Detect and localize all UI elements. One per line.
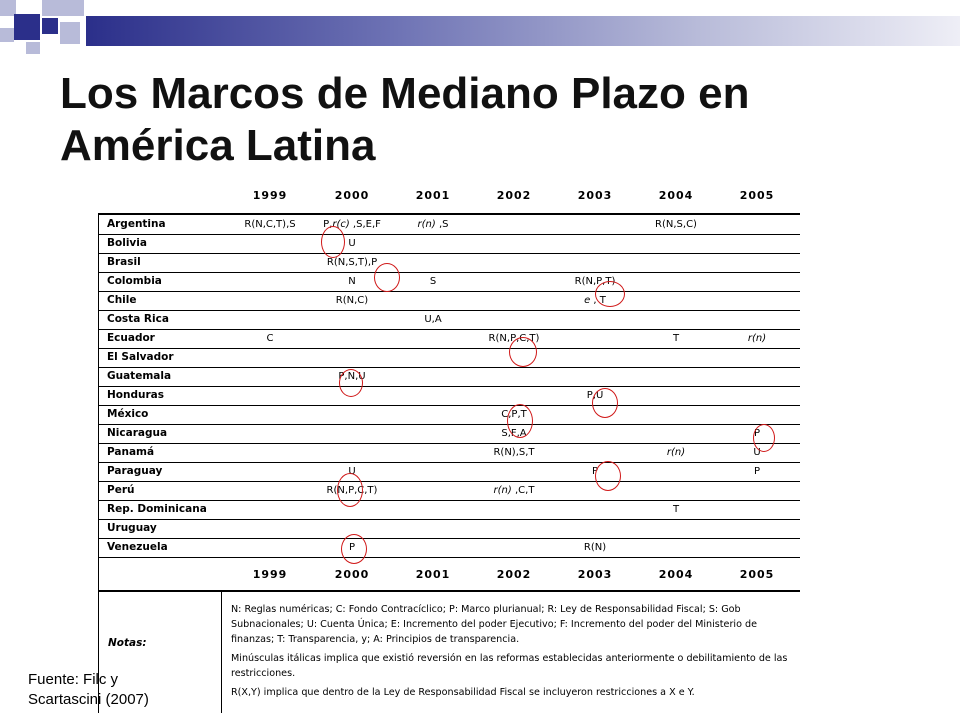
country-name: Paraguay (107, 465, 163, 477)
table-left-border (98, 213, 99, 591)
country-name: México (107, 408, 149, 420)
reform-cell: e , T (584, 295, 606, 306)
reform-cell: r(n) (666, 447, 686, 458)
bottom-year-2002: 2002 (496, 568, 532, 581)
country-name: Panamá (107, 446, 155, 458)
reform-cell: r(n) ,S (417, 219, 449, 230)
source-line-2: Scartascini (2007) (28, 691, 149, 708)
country-name: Perú (107, 484, 135, 496)
reform-cell: S,F,A (501, 428, 527, 439)
reform-cell: R(N),S,T (493, 447, 535, 458)
table-row (98, 482, 800, 501)
table-row (98, 216, 800, 235)
table-row (98, 349, 800, 368)
reform-cell: U (753, 447, 761, 458)
reform-cell: C (266, 333, 274, 344)
highlight-circle (374, 263, 400, 292)
country-name: Nicaragua (107, 427, 168, 439)
top-year-2003: 2003 (577, 189, 613, 202)
bottom-year-1999: 1999 (252, 568, 288, 581)
country-name: Colombia (107, 275, 162, 287)
reform-cell: R(N,C) (335, 295, 369, 306)
reform-cell: U (348, 466, 356, 477)
bottom-year-2001: 2001 (415, 568, 451, 581)
reform-cell: U (348, 238, 356, 249)
reform-cell: T (672, 504, 680, 515)
top-year-1999: 1999 (252, 189, 288, 202)
highlight-circle (341, 534, 367, 564)
highlight-circle (592, 388, 618, 418)
note-rxy: R(X,Y) implica que dentro de la Ley de Responsabilidad Fiscal se incluyeron restricciones a X e Y. (231, 687, 695, 698)
source-note (28, 670, 149, 710)
table-row (98, 292, 800, 311)
reform-cell: P,U (586, 390, 604, 401)
country-name: Ecuador (107, 332, 155, 344)
top-year-2002: 2002 (496, 189, 532, 202)
reform-cell: U,A (424, 314, 442, 325)
year-header-bottom (98, 568, 800, 586)
reform-cell: R(N,P,T) (574, 276, 616, 287)
table-row (98, 311, 800, 330)
table-row (98, 406, 800, 425)
bottom-year-2000: 2000 (334, 568, 370, 581)
country-name: Venezuela (107, 541, 168, 553)
year-header-top (98, 189, 800, 207)
table-row (98, 463, 800, 482)
highlight-circle (507, 404, 533, 438)
table-row (98, 330, 800, 349)
table-top-rule (98, 213, 800, 215)
reform-cell: R(N,S,T),P (326, 257, 378, 268)
reform-cell: r(n) (747, 333, 767, 344)
top-year-2004: 2004 (658, 189, 694, 202)
highlight-circle (321, 226, 345, 258)
country-name: Brasil (107, 256, 141, 268)
source-line-1: Fuente: Filc y (28, 671, 119, 688)
notes-divider (221, 591, 222, 713)
top-year-2000: 2000 (334, 189, 370, 202)
reform-cell: N (348, 276, 356, 287)
highlight-circle (338, 369, 366, 397)
reform-cell: R(N) (583, 542, 607, 553)
table-bottom-rule (98, 590, 800, 592)
highlight-circle (337, 473, 363, 507)
reform-cell: R(N,P,C,T) (488, 333, 540, 344)
reform-cell: P (348, 542, 356, 553)
highlight-circle (595, 461, 621, 491)
country-name: Argentina (107, 218, 166, 230)
country-name: Bolivia (107, 237, 147, 249)
note-abbreviations: N: Reglas numéricas; C: Fondo Contracíclico; P: Marco plurianual; R: Ley de Responsabilidad Fiscal; S: Gob Subnacionales; U: Cuenta Única; E: Incremento del poder Ejecutivo; F: Incremento del poder del Ministerio de finanzas; T: Transparencia, y; A: Principios de transparencia. (231, 604, 757, 645)
reform-cell: C,P,T (501, 409, 527, 420)
reform-cell: T (672, 333, 680, 344)
reform-cell: R(N,C,T),S (244, 219, 296, 230)
top-year-2005: 2005 (739, 189, 775, 202)
bottom-year-2005: 2005 (739, 568, 775, 581)
reform-cell: S (429, 276, 437, 287)
table-row (98, 425, 800, 444)
reform-cell: P (591, 466, 599, 477)
row-separator (98, 557, 800, 558)
reform-cell: R(N,P,C,T) (326, 485, 378, 496)
highlight-circle (595, 281, 625, 307)
reform-cell: P (753, 428, 761, 439)
table-row (98, 387, 800, 406)
country-name: Rep. Dominicana (107, 503, 207, 515)
reform-cell: P (753, 466, 761, 477)
reform-cell: r(n) ,C,T (493, 485, 535, 496)
table-row (98, 444, 800, 463)
table-row (98, 235, 800, 254)
slide-title: Los Marcos de Mediano Plazo en América Latina (60, 69, 750, 170)
table-row (98, 254, 800, 273)
table-row (98, 273, 800, 292)
country-name: Costa Rica (107, 313, 169, 325)
highlight-circle (509, 337, 537, 367)
highlight-circle (753, 424, 775, 452)
note-italics: Minúsculas itálicas implica que existió reversión en las reformas establecidas anteriormente o debilitamiento de las restricciones. (231, 653, 788, 679)
header-gradient-bar (86, 16, 960, 46)
notes-label: Notas: (108, 637, 147, 649)
table-row (98, 501, 800, 520)
reform-cell: P,r(c) ,S,E,F (323, 219, 381, 230)
table-row (98, 368, 800, 387)
bottom-year-2004: 2004 (658, 568, 694, 581)
reform-cell: R(N,S,C) (655, 219, 697, 230)
country-name: Honduras (107, 389, 164, 401)
top-year-2001: 2001 (415, 189, 451, 202)
country-name: Chile (107, 294, 137, 306)
bottom-year-2003: 2003 (577, 568, 613, 581)
table-row (98, 539, 800, 558)
reform-cell: P,N,U (338, 371, 366, 382)
table-row (98, 520, 800, 539)
country-name: El Salvador (107, 351, 174, 363)
country-name: Uruguay (107, 522, 157, 534)
country-name: Guatemala (107, 370, 172, 382)
